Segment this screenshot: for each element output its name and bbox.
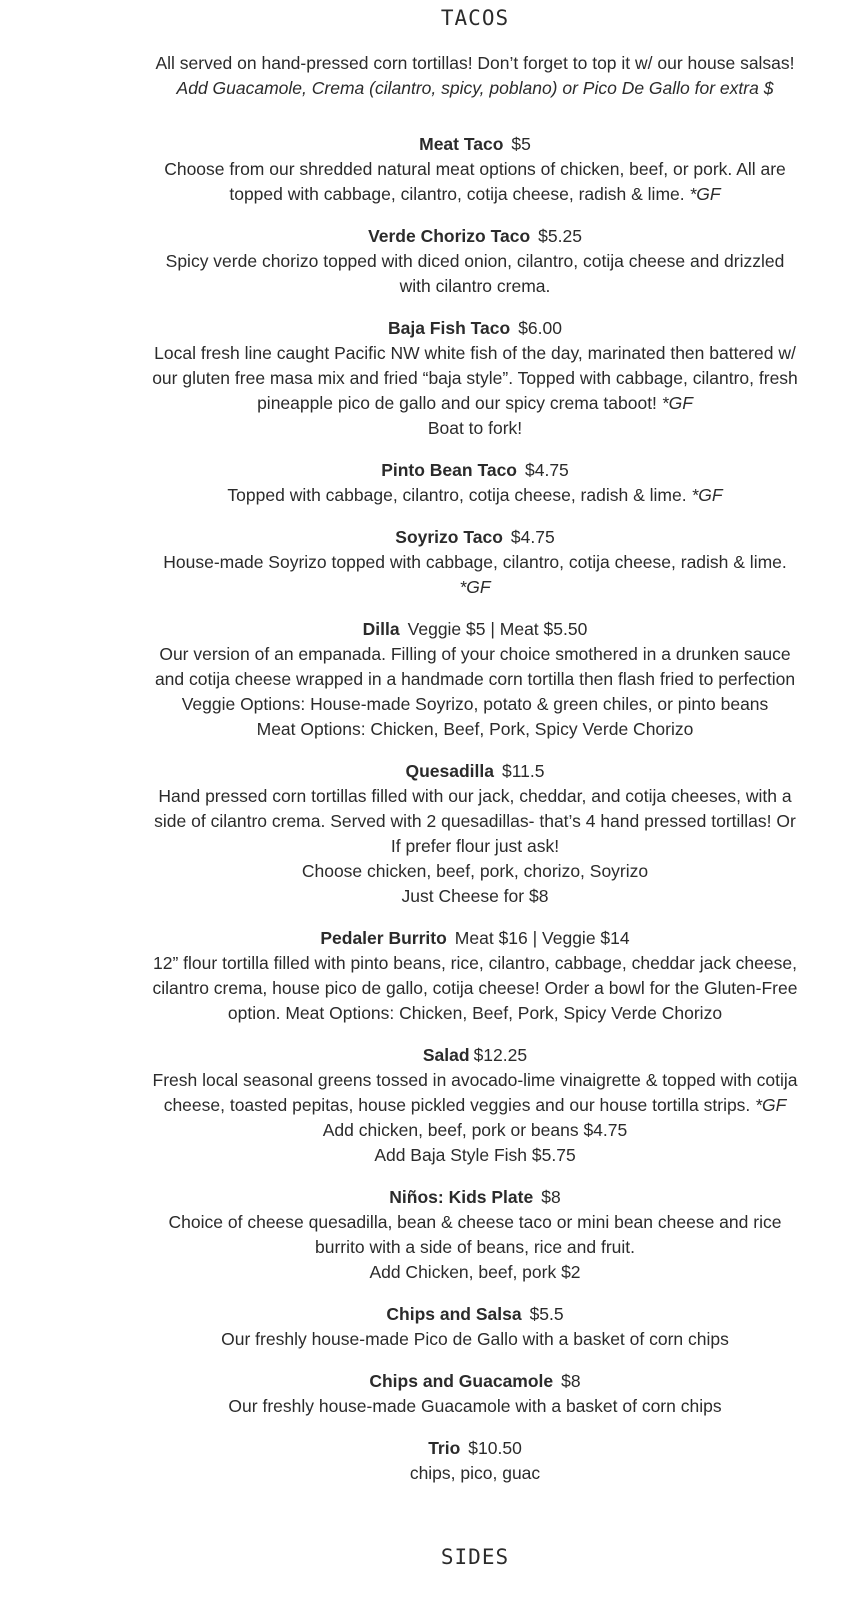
menu-item-description	[150, 1394, 800, 1419]
menu-item-description	[150, 249, 800, 299]
menu-item-header	[150, 1436, 800, 1461]
menu-item-price: $6.00	[518, 318, 562, 338]
menu-item-name: Quesadilla	[405, 761, 494, 781]
gluten-free-badge: *GF	[661, 393, 693, 413]
menu-item-description	[150, 1210, 800, 1260]
menu-item-name: Baja Fish Taco	[387, 318, 511, 338]
menu-item-name: Pedaler Burrito	[320, 928, 447, 948]
menu-item-description-text: Fresh local seasonal greens tossed in avocado-lime vinaigrette & topped with cotija cheese, toasted pepitas, house pickled veggies and our house tortilla strips.	[152, 1070, 798, 1115]
menu-item-header	[150, 1369, 800, 1394]
menu-item-name: Chips and Guacamole	[369, 1371, 554, 1391]
menu-item-price: Meat $16 | Veggie $14	[454, 928, 630, 948]
menu-page	[150, 0, 800, 1569]
menu-item-header	[150, 759, 800, 784]
menu-item-description-text: Our freshly house-made Guacamole with a basket of corn chips	[228, 1396, 722, 1416]
menu-item-header	[150, 1302, 800, 1327]
menu-item-option-line: Add Baja Style Fish $5.75	[374, 1145, 576, 1165]
menu-item-option-line: Boat to fork!	[427, 418, 523, 438]
menu-item	[150, 1185, 800, 1285]
menu-item-header	[150, 458, 800, 483]
menu-item-price: Veggie $5 | Meat $5.50	[407, 619, 588, 639]
menu-item	[150, 926, 800, 1026]
menu-item-header	[150, 926, 800, 951]
menu-item-option-line: Add chicken, beef, pork or beans $4.75	[322, 1120, 628, 1140]
menu-item-price: $12.25	[473, 1045, 528, 1065]
menu-item-description-text: Our version of an empanada. Filling of your choice smothered in a drunken sauce and cotija cheese wrapped in a handmade corn tortilla then flash fried to perfection	[154, 644, 796, 689]
menu-item-name: Pinto Bean Taco	[381, 460, 517, 480]
menu-item-description	[150, 341, 800, 416]
menu-intro	[150, 51, 800, 101]
menu-item-price: $8	[541, 1187, 561, 1207]
menu-item-header	[150, 617, 800, 642]
intro-add-ons-note: Add Guacamole, Crema (cilantro, spicy, poblano) or Pico De Gallo for extra $	[176, 78, 774, 98]
menu-item-option-line: Add Chicken, beef, pork $2	[369, 1262, 581, 1282]
menu-item-description-text: chips, pico, guac	[409, 1463, 541, 1483]
menu-item	[150, 1369, 800, 1419]
menu-item	[150, 1302, 800, 1352]
menu-item-price: $4.75	[525, 460, 569, 480]
menu-item-description-text: Choice of cheese quesadilla, bean & cheese taco or mini bean cheese and rice burrito with a side of beans, rice and fruit.	[168, 1212, 782, 1257]
menu-item-description	[150, 550, 800, 600]
menu-item-option-line: Meat Options: Chicken, Beef, Pork, Spicy Verde Chorizo	[256, 719, 694, 739]
menu-item-description-text: Hand pressed corn tortillas filled with our jack, cheddar, and cotija cheeses, with a side of cilantro crema. Served with 2 quesadillas- that’s 4 hand pressed tortillas! Or If prefer flour just ask!	[154, 786, 796, 856]
menu-item-header	[150, 1185, 800, 1210]
menu-item-option-line: Choose chicken, beef, pork, chorizo, Soyrizo	[301, 861, 649, 881]
menu-item-price: $8	[561, 1371, 581, 1391]
menu-item-price: $5	[511, 134, 531, 154]
menu-item-header	[150, 132, 800, 157]
menu-item-header	[150, 224, 800, 249]
menu-item-description	[150, 951, 800, 1026]
menu-item-description-text: Spicy verde chorizo topped with diced onion, cilantro, cotija cheese and drizzled with cilantro crema.	[165, 251, 785, 296]
menu-item-description	[150, 1461, 800, 1486]
menu-item	[150, 132, 800, 207]
menu-item-name: Salad	[422, 1045, 470, 1065]
menu-item-description	[150, 1327, 800, 1352]
menu-items	[150, 132, 800, 1486]
menu-item-name: Dilla	[362, 619, 400, 639]
menu-item-name: Trio	[428, 1438, 461, 1458]
menu-item-description	[150, 784, 800, 859]
gluten-free-badge: *GF	[689, 184, 721, 204]
menu-item-price: $4.75	[510, 527, 555, 547]
menu-item	[150, 525, 800, 600]
menu-item-name: Chips and Salsa	[386, 1304, 522, 1324]
menu-item-description	[150, 642, 800, 692]
menu-item-description-text: Our freshly house-made Pico de Gallo with a basket of corn chips	[221, 1329, 729, 1349]
menu-item-description	[150, 483, 800, 508]
menu-item	[150, 617, 800, 742]
menu-item	[150, 1043, 800, 1168]
tacos-section-title: TACOS	[440, 6, 510, 30]
menu-item-option-line: Veggie Options: House-made Soyrizo, potato & green chiles, or pinto beans	[181, 694, 769, 714]
menu-item	[150, 759, 800, 909]
menu-item-price: $5.25	[538, 226, 582, 246]
menu-item-name: Meat Taco	[419, 134, 504, 154]
menu-item-header	[150, 1043, 800, 1068]
menu-item	[150, 458, 800, 508]
menu-item-header	[150, 525, 800, 550]
menu-item	[150, 316, 800, 441]
menu-item-name: Verde Chorizo Taco	[368, 226, 531, 246]
menu-item-price: $10.50	[468, 1438, 522, 1458]
menu-item-header	[150, 316, 800, 341]
menu-item-description-text: Topped with cabbage, cilantro, cotija cheese, radish & lime.	[227, 485, 687, 505]
intro-line: All served on hand-pressed corn tortillas! Don’t forget to top it w/ our house salsas!	[155, 53, 795, 73]
menu-item-description-text: Choose from our shredded natural meat options of chicken, beef, or pork. All are topped with cabbage, cilantro, cotija cheese, radish & lime.	[164, 159, 786, 204]
menu-item	[150, 224, 800, 299]
menu-item-name: Soyrizo Taco	[395, 527, 503, 547]
menu-item-price: $11.5	[502, 761, 545, 781]
gluten-free-badge: *GF	[755, 1095, 787, 1115]
menu-item-description-text: 12” flour tortilla filled with pinto beans, rice, cilantro, cabbage, cheddar jack cheese, cilantro crema, house pico de gallo, cotija cheese! Order a bowl for the Gluten-Free option. Meat Options: Chicken, Beef, Pork, Spicy Verde Chorizo	[152, 953, 798, 1023]
menu-item-option-line: Just Cheese for $8	[401, 886, 549, 906]
menu-item-description	[150, 157, 800, 207]
menu-item-description-text: House-made Soyrizo topped with cabbage, cilantro, cotija cheese, radish & lime.	[163, 552, 787, 572]
menu-item-description	[150, 1068, 800, 1118]
menu-item-description-text: Local fresh line caught Pacific NW white fish of the day, marinated then battered w/ our gluten free masa mix and fried “baja style”. Topped with cabbage, cilantro, fresh pineapple pico de gallo and our spicy crema taboot!	[152, 343, 798, 413]
gluten-free-badge: *GF	[691, 485, 723, 505]
menu-item	[150, 1436, 800, 1486]
gluten-free-badge: *GF	[459, 577, 491, 597]
sides-section-title: SIDES	[440, 1545, 510, 1569]
menu-item-price: $5.5	[529, 1304, 564, 1324]
menu-item-name: Niños: Kids Plate	[389, 1187, 534, 1207]
